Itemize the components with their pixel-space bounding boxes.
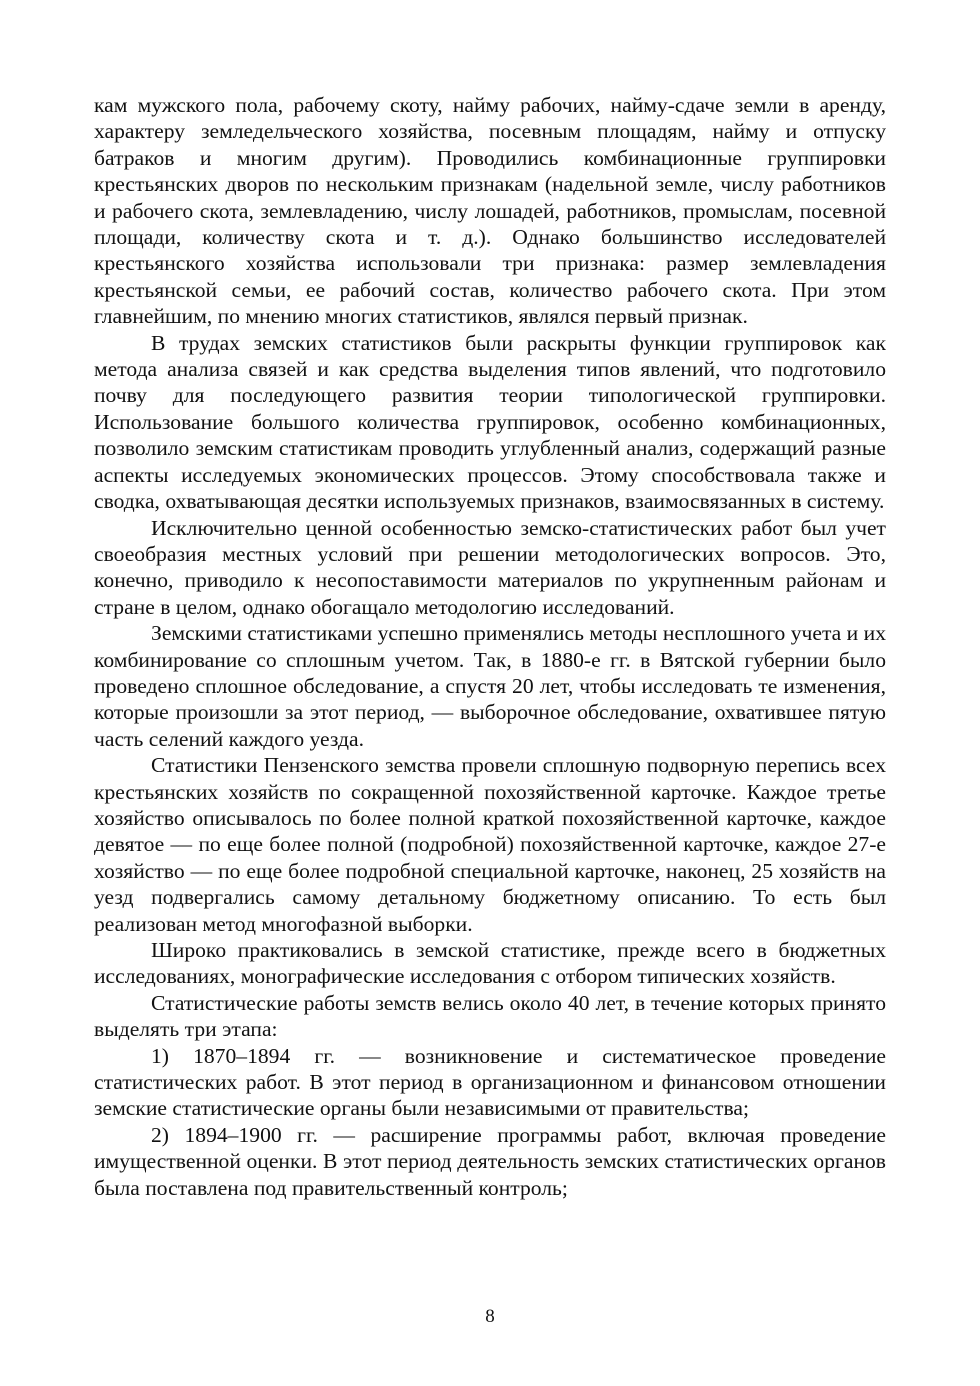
paragraph-9-list-item-2: 2) 1894–1900 гг. — расширение программы работ, включая проведение имущественной оценки. В этот период деятельность земских статистических органов была поставлена под правительственный контроль; bbox=[94, 1122, 886, 1200]
paragraph-4: Земскими статистиками успешно применялись методы несплошного учета и их комбинирование со сплошным учетом. Так, в 1880-е гг. в Вятской губернии было проведено сплошное обследование, а спустя 20 лет, чтобы исследовать те изменения, которые произошли за этот период, — выборочное обследование, охватившее пятую часть селений каждого уезда. bbox=[94, 621, 886, 751]
page-number: 8 bbox=[485, 1306, 495, 1327]
paragraph-8-list-item-1: 1) 1870–1894 гг. — возникновение и систематическое проведение статистических работ. В этот период в организационном и финансовом отношении земские статистические органы были независимыми от правительства; bbox=[94, 1043, 886, 1121]
paragraph-5: Статистики Пензенского земства провели сплошную подворную перепись всех крестьянских хозяйств по сокращенной похозяйственной карточке. Каждое третье хозяйство описывалось по более полной краткой похозяйственной карточке, каждое девятое — по еще более полной (подробной) похозяйственной карточке, каждое 27-е хозяйство — по еще более подробной специальной карточке, наконец, 25 хозяйств на уезд подвергались самому детальному бюджетному описанию. То есть был реализован метод многофазной выборки. bbox=[94, 753, 886, 936]
paragraph-3: Исключительно ценной особенностью земско-статистических работ был учет своеобразия местных условий при решении методологических вопросов. Это, конечно, приводило к несопоставимости материалов по укрупненным районам и стране в целом, однако обогащало методологию исследований. bbox=[94, 515, 886, 619]
page-body bbox=[94, 92, 886, 1201]
paragraph-6: Широко практиковались в земской статистике, прежде всего в бюджетных исследованиях, монографические исследования с отбором типических хозяйств. bbox=[94, 938, 886, 989]
paragraph-7: Статистические работы земств велись около 40 лет, в течение которых принято выделять три этапа: bbox=[94, 990, 886, 1042]
paragraph-1: кам мужского пола, рабочему скоту, найму рабочих, найму-сдаче земли в аренду, характеру земледельческого хозяйства, посевным площадям, найму и отпуску батраков и многим другим). Проводились комбинационные группировки крестьянских дворов по нескольким признакам (надельной земле, числу работников и рабочего скота, землевладению, числу лошадей, работников, промыслам, посевной площади, количеству скота и т. д.). Однако большинство исследователей крестьянского хозяйства использовали три признака: размер землевладения крестьянской семьи, ее рабочий состав, количество рабочего скота. При этом главнейшим, по мнению многих статистиков, являлся первый признак. bbox=[94, 93, 886, 329]
paragraph-2: В трудах земских статистиков были раскрыты функции группировок как метода анализа связей и как средства выделения типов явлений, что подготовило почву для последующего развития теории типологической группировки. Использование большого количества группировок, особенно комбинационных, позволило земским статистикам проводить углубленный анализ, содержащий разные аспекты исследуемых экономических процессов. Этому способствовала также и сводка, охватывающая десятки используемых признаков, взаимосвязанных в систему. bbox=[94, 330, 886, 514]
